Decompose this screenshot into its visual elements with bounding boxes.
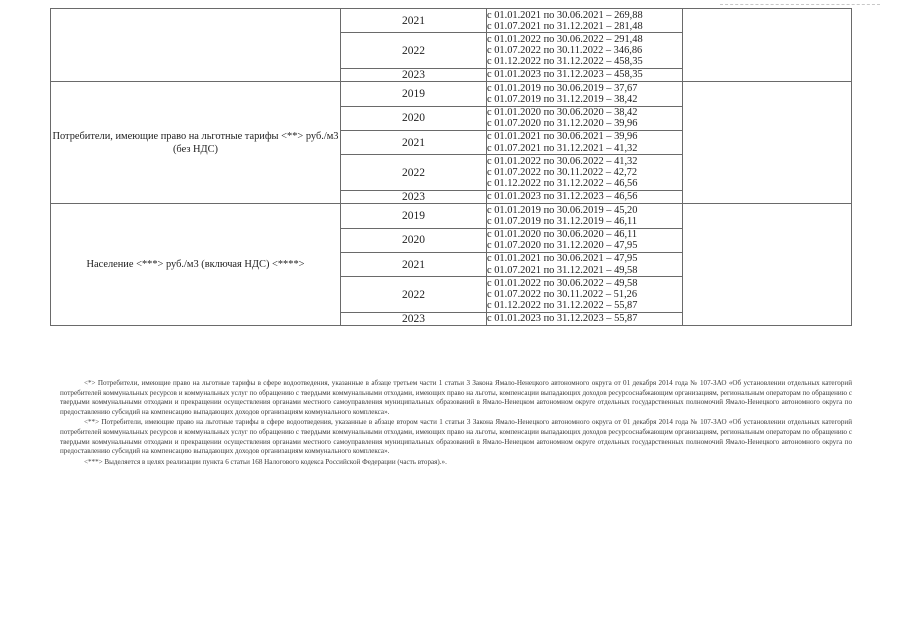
tariff-period-line: с 01.01.2023 по 31.12.2023 – 55,87 (487, 313, 638, 325)
year-cell: 2019 (341, 204, 487, 228)
tariff-period-line: с 01.12.2022 по 31.12.2022 – 458,35 (487, 56, 643, 68)
footnote-1: <*> Потребители, имеющие право на льготные тарифы в сфере водоотведения, указанные в абзаце третьем части 1 статьи 3 Закона Ямало-Ненецкого автономного округа от 01 декабря 2014 года № 107-ЗАО «Об установлении отдельных категорий потребителей коммунальных ресурсов и коммунальных услуг по обращению с твердыми коммунальными отходами, имеющих право на льготы, компенсации выпадающих доходов ресурсоснабжающим организациям, региональным операторам по обращению с твердыми коммунальными отходами и прекращении осуществления органами местного самоуправления муниципальных образований в Ямало-Ненецком автономном округе отдельных государственных полномочий Ямало-Ненецкого автономного округа по предоставлению субсидий на компенсацию выпадающих доходов организациям коммунального комплекса». (60, 379, 852, 416)
footnote-3: <***> Выделяется в целях реализации пункта 6 статьи 168 Налогового кодекса Российской Федерации (часть вторая).». (84, 457, 447, 466)
year-cell: 2020 (341, 106, 487, 130)
consumer-category: Население <***> руб./м3 (включая НДС) <****> (51, 204, 341, 326)
tariff-periods (487, 204, 683, 228)
tariff-period-line: с 01.12.2022 по 31.12.2022 – 46,56 (487, 178, 638, 190)
tariff-period-line: с 01.01.2020 по 30.06.2020 – 46,11 (487, 229, 638, 241)
tariff-periods (487, 82, 683, 106)
year-cell: 2022 (341, 277, 487, 313)
tariff-period-line: с 01.07.2022 по 30.11.2022 – 42,72 (487, 167, 638, 179)
tariff-period-line: с 01.01.2019 по 30.06.2019 – 45,20 (487, 204, 638, 216)
top-edge-dashes (720, 4, 880, 5)
empty-column-cell (683, 82, 852, 204)
tariff-period-line: с 01.07.2019 по 31.12.2019 – 46,11 (487, 215, 638, 227)
year-row (51, 204, 852, 228)
year-cell: 2023 (341, 312, 487, 325)
tariff-periods (487, 155, 683, 191)
year-cell: 2023 (341, 190, 487, 203)
tariff-table-body (51, 9, 852, 326)
year-cell: 2023 (341, 68, 487, 81)
tariff-period-line: с 01.07.2021 по 31.12.2021 – 281,48 (487, 20, 643, 32)
tariff-periods (487, 106, 683, 130)
year-cell: 2020 (341, 228, 487, 252)
tariff-period-line: с 01.07.2020 по 31.12.2020 – 39,96 (487, 118, 638, 130)
tariff-period-line: с 01.01.2019 по 30.06.2019 – 37,67 (487, 82, 638, 94)
tariff-periods (487, 277, 683, 313)
year-cell: 2019 (341, 82, 487, 106)
tariff-table (50, 8, 852, 326)
tariff-periods (487, 228, 683, 252)
tariff-periods (487, 130, 683, 154)
empty-column-cell (683, 204, 852, 326)
tariff-period-line: с 01.01.2021 по 30.06.2021 – 47,95 (487, 253, 638, 265)
tariff-period-line: с 01.07.2021 по 31.12.2021 – 49,58 (487, 264, 638, 276)
tariff-period-line: с 01.01.2022 по 30.06.2022 – 41,32 (487, 155, 638, 167)
tariff-period-line: с 01.01.2021 по 30.06.2021 – 39,96 (487, 131, 638, 143)
tariff-period-line: с 01.12.2022 по 31.12.2022 – 55,87 (487, 300, 638, 312)
footnote-2: <**> Потребители, имеющие право на льготные тарифы в сфере водоотведения, указанные в абзаце втором части 1 статьи 3 Закона Ямало-Ненецкого автономного округа от 01 декабря 2014 года № 107-ЗАО «Об установлении отдельных категорий потребителей коммунальных ресурсов и коммунальных услуг по обращению с твердыми коммунальными отходами, имеющих право на льготы, компенсации выпадающих доходов ресурсоснабжающим организациям, региональным операторам по обращению с твердыми коммунальными отходами и прекращении осуществления органами местного самоуправления муниципальных образований в Ямало-Ненецком автономном округе отдельных государственных полномочий Ямало-Ненецкого автономного округа по предоставлению субсидий на компенсацию выпадающих доходов организациям коммунального комплекса». (60, 418, 852, 456)
tariff-period-line: с 01.01.2023 по 31.12.2023 – 458,35 (487, 69, 643, 81)
year-cell: 2022 (341, 33, 487, 69)
year-cell: 2021 (341, 9, 487, 33)
tariff-periods (487, 68, 683, 81)
tariff-period-line: с 01.01.2023 по 31.12.2023 – 46,56 (487, 191, 638, 203)
empty-column-cell (683, 9, 852, 82)
tariff-period-line: с 01.07.2022 по 30.11.2022 – 51,26 (487, 289, 638, 300)
consumer-category: Потребители, имеющие право на льготные тарифы <**> руб./м3 (без НДС) (51, 82, 341, 204)
tariff-period-line: с 01.01.2022 по 30.06.2022 – 291,48 (487, 33, 643, 45)
tariff-periods (487, 190, 683, 203)
tariff-period-line: с 01.01.2022 по 30.06.2022 – 49,58 (487, 277, 638, 289)
year-cell: 2021 (341, 130, 487, 154)
tariff-period-line: с 01.07.2020 по 31.12.2020 – 47,95 (487, 240, 638, 252)
tariff-periods (487, 33, 683, 69)
year-row (51, 9, 852, 33)
tariff-period-line: с 01.07.2019 по 31.12.2019 – 38,42 (487, 93, 638, 105)
year-cell: 2021 (341, 252, 487, 276)
footnotes (60, 379, 852, 467)
tariff-period-line: с 01.01.2020 по 30.06.2020 – 38,42 (487, 107, 638, 119)
tariff-periods (487, 252, 683, 276)
year-cell: 2022 (341, 155, 487, 191)
consumer-category (51, 9, 341, 82)
tariff-periods (487, 312, 683, 325)
tariff-period-line: с 01.01.2021 по 30.06.2021 – 269,88 (487, 9, 643, 21)
tariff-period-line: с 01.07.2022 по 30.11.2022 – 346,86 (487, 45, 643, 57)
tariff-periods (487, 9, 683, 33)
tariff-period-line: с 01.07.2021 по 31.12.2021 – 41,32 (487, 142, 638, 154)
year-row (51, 82, 852, 106)
